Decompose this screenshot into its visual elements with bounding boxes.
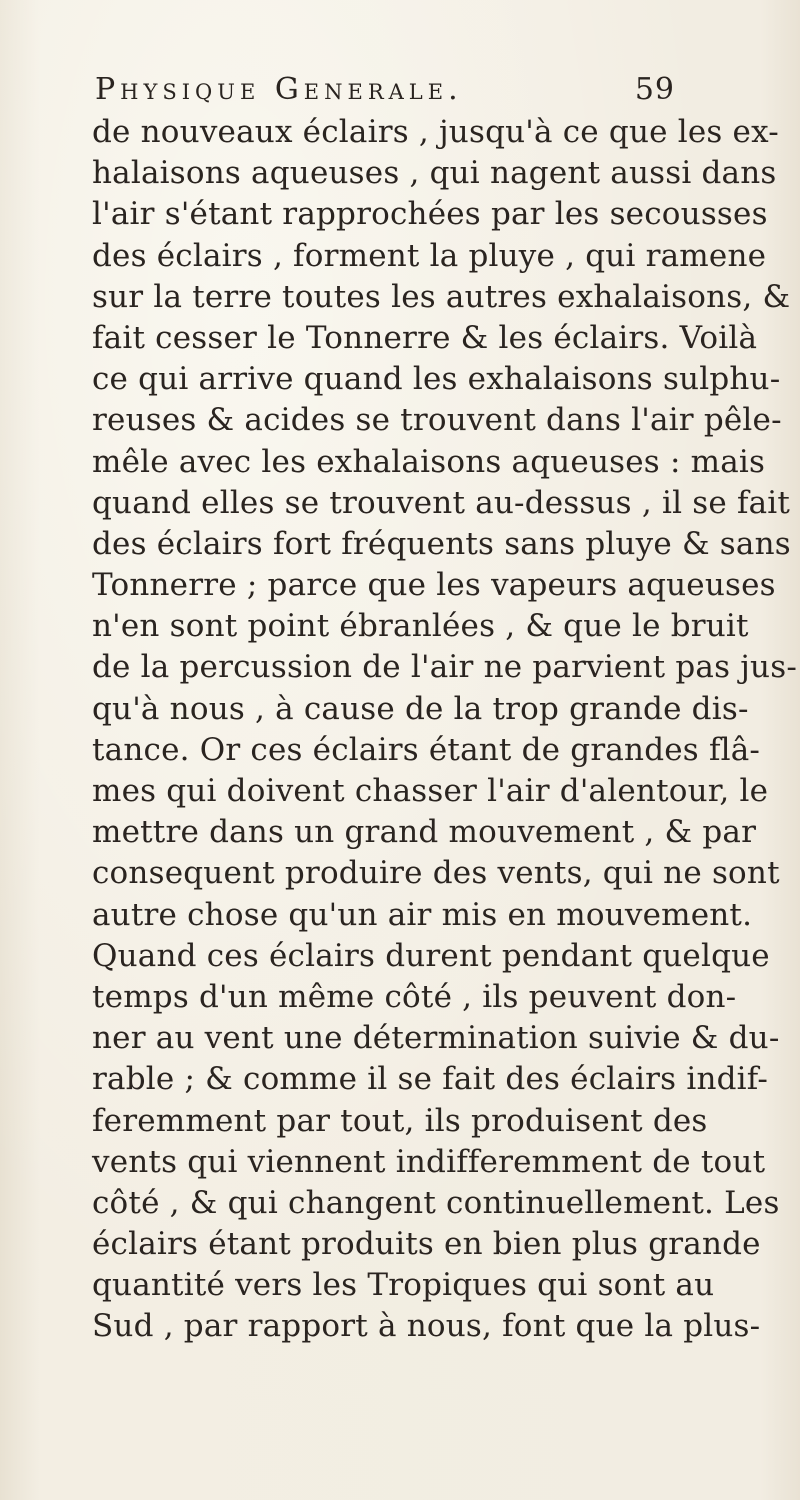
- text-line: n'en sont point ébranlées , & que le bruit: [92, 608, 749, 645]
- text-line: feremment par tout, ils produisent des: [92, 1102, 708, 1139]
- text-line: de nouveaux éclairs , jusqu'à ce que les ex-: [92, 114, 779, 150]
- running-head: [95, 72, 675, 112]
- text-line: temps d'un même côté , ils peuvent don-: [92, 978, 737, 1015]
- text-line: qu'à nous , à cause de la trop grande dis-: [92, 690, 749, 727]
- text-line: Sud , par rapport à nous, font que la plus-: [92, 1308, 761, 1345]
- text-line: de la percussion de l'air ne parvient pas jus-: [92, 649, 798, 686]
- text-line: autre chose qu'un air mis en mouvement.: [92, 896, 753, 933]
- text-line: ce qui arrive quand les exhalaisons sulphu-: [92, 361, 781, 398]
- text-line: Tonnerre ; parce que les vapeurs aqueuses: [92, 567, 776, 604]
- text-line: quantité vers les Tropiques qui sont au: [92, 1267, 715, 1304]
- page-number: 59: [634, 72, 675, 107]
- text-line: reuses & acides se trouvent dans l'air pêle-: [92, 402, 782, 439]
- text-line: halaisons aqueuses , qui nagent aussi dans: [92, 155, 777, 192]
- text-line: quand elles se trouvent au-dessus , il se fait: [92, 484, 791, 521]
- text-line: tance. Or ces éclairs étant de grandes flâ-: [92, 731, 761, 768]
- text-line: fait cesser le Tonnerre & les éclairs. Voilà: [92, 319, 758, 356]
- text-line: éclairs étant produits en bien plus grande: [92, 1226, 761, 1263]
- text-line: côté , & qui changent continuellement. Les: [92, 1184, 780, 1221]
- text-line: Quand ces éclairs durent pendant quelque: [92, 937, 770, 974]
- text-line: sur la terre toutes les autres exhalaisons, &: [92, 278, 791, 315]
- running-title: Physique Generale.: [95, 72, 463, 107]
- text-line: des éclairs , forment la pluye , qui ramene: [92, 237, 767, 274]
- body-text: [92, 112, 798, 1348]
- text-line: des éclairs fort fréquents sans pluye & sans: [92, 525, 791, 562]
- text-line: mêle avec les exhalaisons aqueuses : mais: [92, 443, 766, 480]
- text-line: rable ; & comme il se fait des éclairs indif-: [92, 1061, 769, 1098]
- text-line: mes qui doivent chasser l'air d'alentour, le: [92, 773, 769, 809]
- text-line: ner au vent une détermination suivie & du-: [92, 1020, 780, 1057]
- text-line: mettre dans un grand mouvement , & par: [92, 814, 757, 851]
- text-line: vents qui viennent indifferemment de tout: [92, 1143, 766, 1180]
- text-line: consequent produire des vents, qui ne sont: [92, 855, 780, 892]
- text-line: l'air s'étant rapprochées par les secousses: [92, 196, 768, 233]
